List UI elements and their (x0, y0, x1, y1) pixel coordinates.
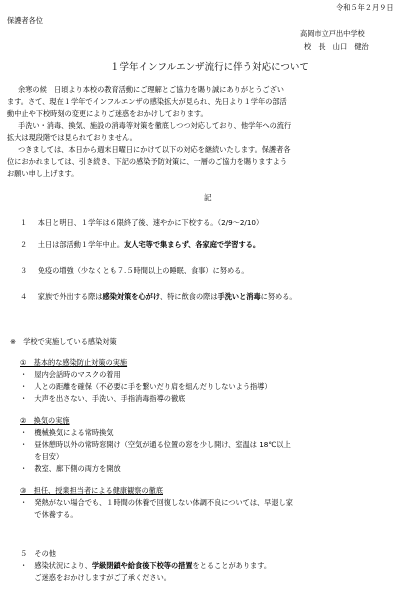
intro-line: つきましては、本日から週末日曜日にかけて以下の対応を継続いたします。保護者各 (18, 145, 291, 154)
item-text: 本日と明日、１学年は６限終了後、速やかに下校する。（2/9～2/10） (37, 218, 264, 227)
intro-line: 余寒の候 日頃より本校の教育活動にご理解とご協力を賜り誠にありがとうござい (18, 85, 284, 94)
addressee: 保護者各位 (7, 16, 43, 25)
item-1 (20, 218, 263, 228)
section-line: ・ 機械換気による常時換気 (20, 428, 114, 437)
intro-line: ます。さて、現在１学年でインフルエンザの感染拡大が見られ、先日より１学年の部活 (7, 97, 287, 106)
section-line: ・ 屋内会話時のマスクの着用 (20, 370, 121, 379)
other-text-bold: 学級閉鎖や給食後下校等の措置 (91, 561, 193, 570)
item-number: ２ (20, 240, 28, 249)
principal-name: 校 長 山口 健治 (304, 42, 369, 51)
item-2 (20, 240, 260, 250)
other-line: ご迷惑をおかけしますがご了承ください。 (20, 573, 171, 582)
item-text-bold: 感染対策を心がけ (102, 292, 161, 301)
item-text: 、特に飲食の際は (160, 292, 218, 301)
ki-heading: 記 (204, 193, 212, 202)
item-number: ３ (20, 266, 28, 275)
section-line: ・ 昼休憩時以外の常時窓開け（空気が通る位置の窓を少し開け、室温は 18℃以上 (20, 440, 291, 449)
item-text: 土日は部活動１学年中止。 (37, 240, 125, 249)
item-number: ４ (20, 292, 28, 301)
other-heading: ５ その他 (20, 549, 56, 558)
item-4 (20, 292, 297, 302)
section-line: で休養する。 (20, 510, 78, 519)
section-line: を目安） (20, 452, 64, 461)
school-name: 高岡市立戸出中学校 (300, 29, 365, 38)
section-line: ・ 人との距離を確保（不必要に手を繋いだり肩を組んだりしないよう指導） (20, 382, 272, 391)
section-heading: ① 基本的な感染防止対策の実施 (20, 358, 128, 367)
item-text: に努める。 (260, 292, 297, 301)
item-text: 免疫の増強（少なくとも７.５時間以上の睡眠、食事）に努める。 (37, 266, 249, 275)
item-3 (20, 266, 249, 276)
intro-line: 手洗い・消毒、換気、施設の消毒等対策を徹底しつつ対応しており、他学年への流行 (18, 121, 292, 130)
item-text: 家族で外出する際は (37, 292, 103, 301)
other-text: をとることがあります。 (192, 561, 272, 570)
section-heading: ③ 担任、授業担当者による健康観察の徹底 (20, 486, 164, 495)
other-line (20, 561, 271, 571)
intro-line: 拡大は現段階では見られておりません。 (7, 133, 137, 142)
section-note: ※ 学校で実施している感染対策 (10, 337, 117, 346)
intro-line: お願い申し上げます。 (7, 169, 79, 178)
item-text-bold: 手洗いと消毒 (217, 292, 261, 301)
section-heading: ② 換気の実施 (20, 416, 70, 425)
section-line: ・ 教室、廊下側の両方を開放 (20, 464, 121, 473)
date: 令和５年２月９日 (336, 3, 394, 12)
document-title: １学年インフルエンザ流行に伴う対応について (110, 62, 309, 73)
item-text-bold: 友人宅等で集まらず、各家庭で学習する。 (124, 240, 261, 249)
other-text: ・ 感染状況により、 (20, 561, 92, 570)
intro-line: 動中止や下校時刻の変更によりご迷惑をおかけしております。 (7, 109, 208, 118)
section-line: ・ 発熱がない場合でも、１時間の休養で回復しない体調不良については、早退し家 (20, 498, 293, 507)
item-number: １ (20, 218, 28, 227)
intro-line: 位におかれましては、引き続き、下記の感染予防対策に、一層のご協力を賜りますよう (7, 157, 288, 166)
section-line: ・ 大声を出さない、手洗い、手指消毒指導の徹底 (20, 394, 186, 403)
